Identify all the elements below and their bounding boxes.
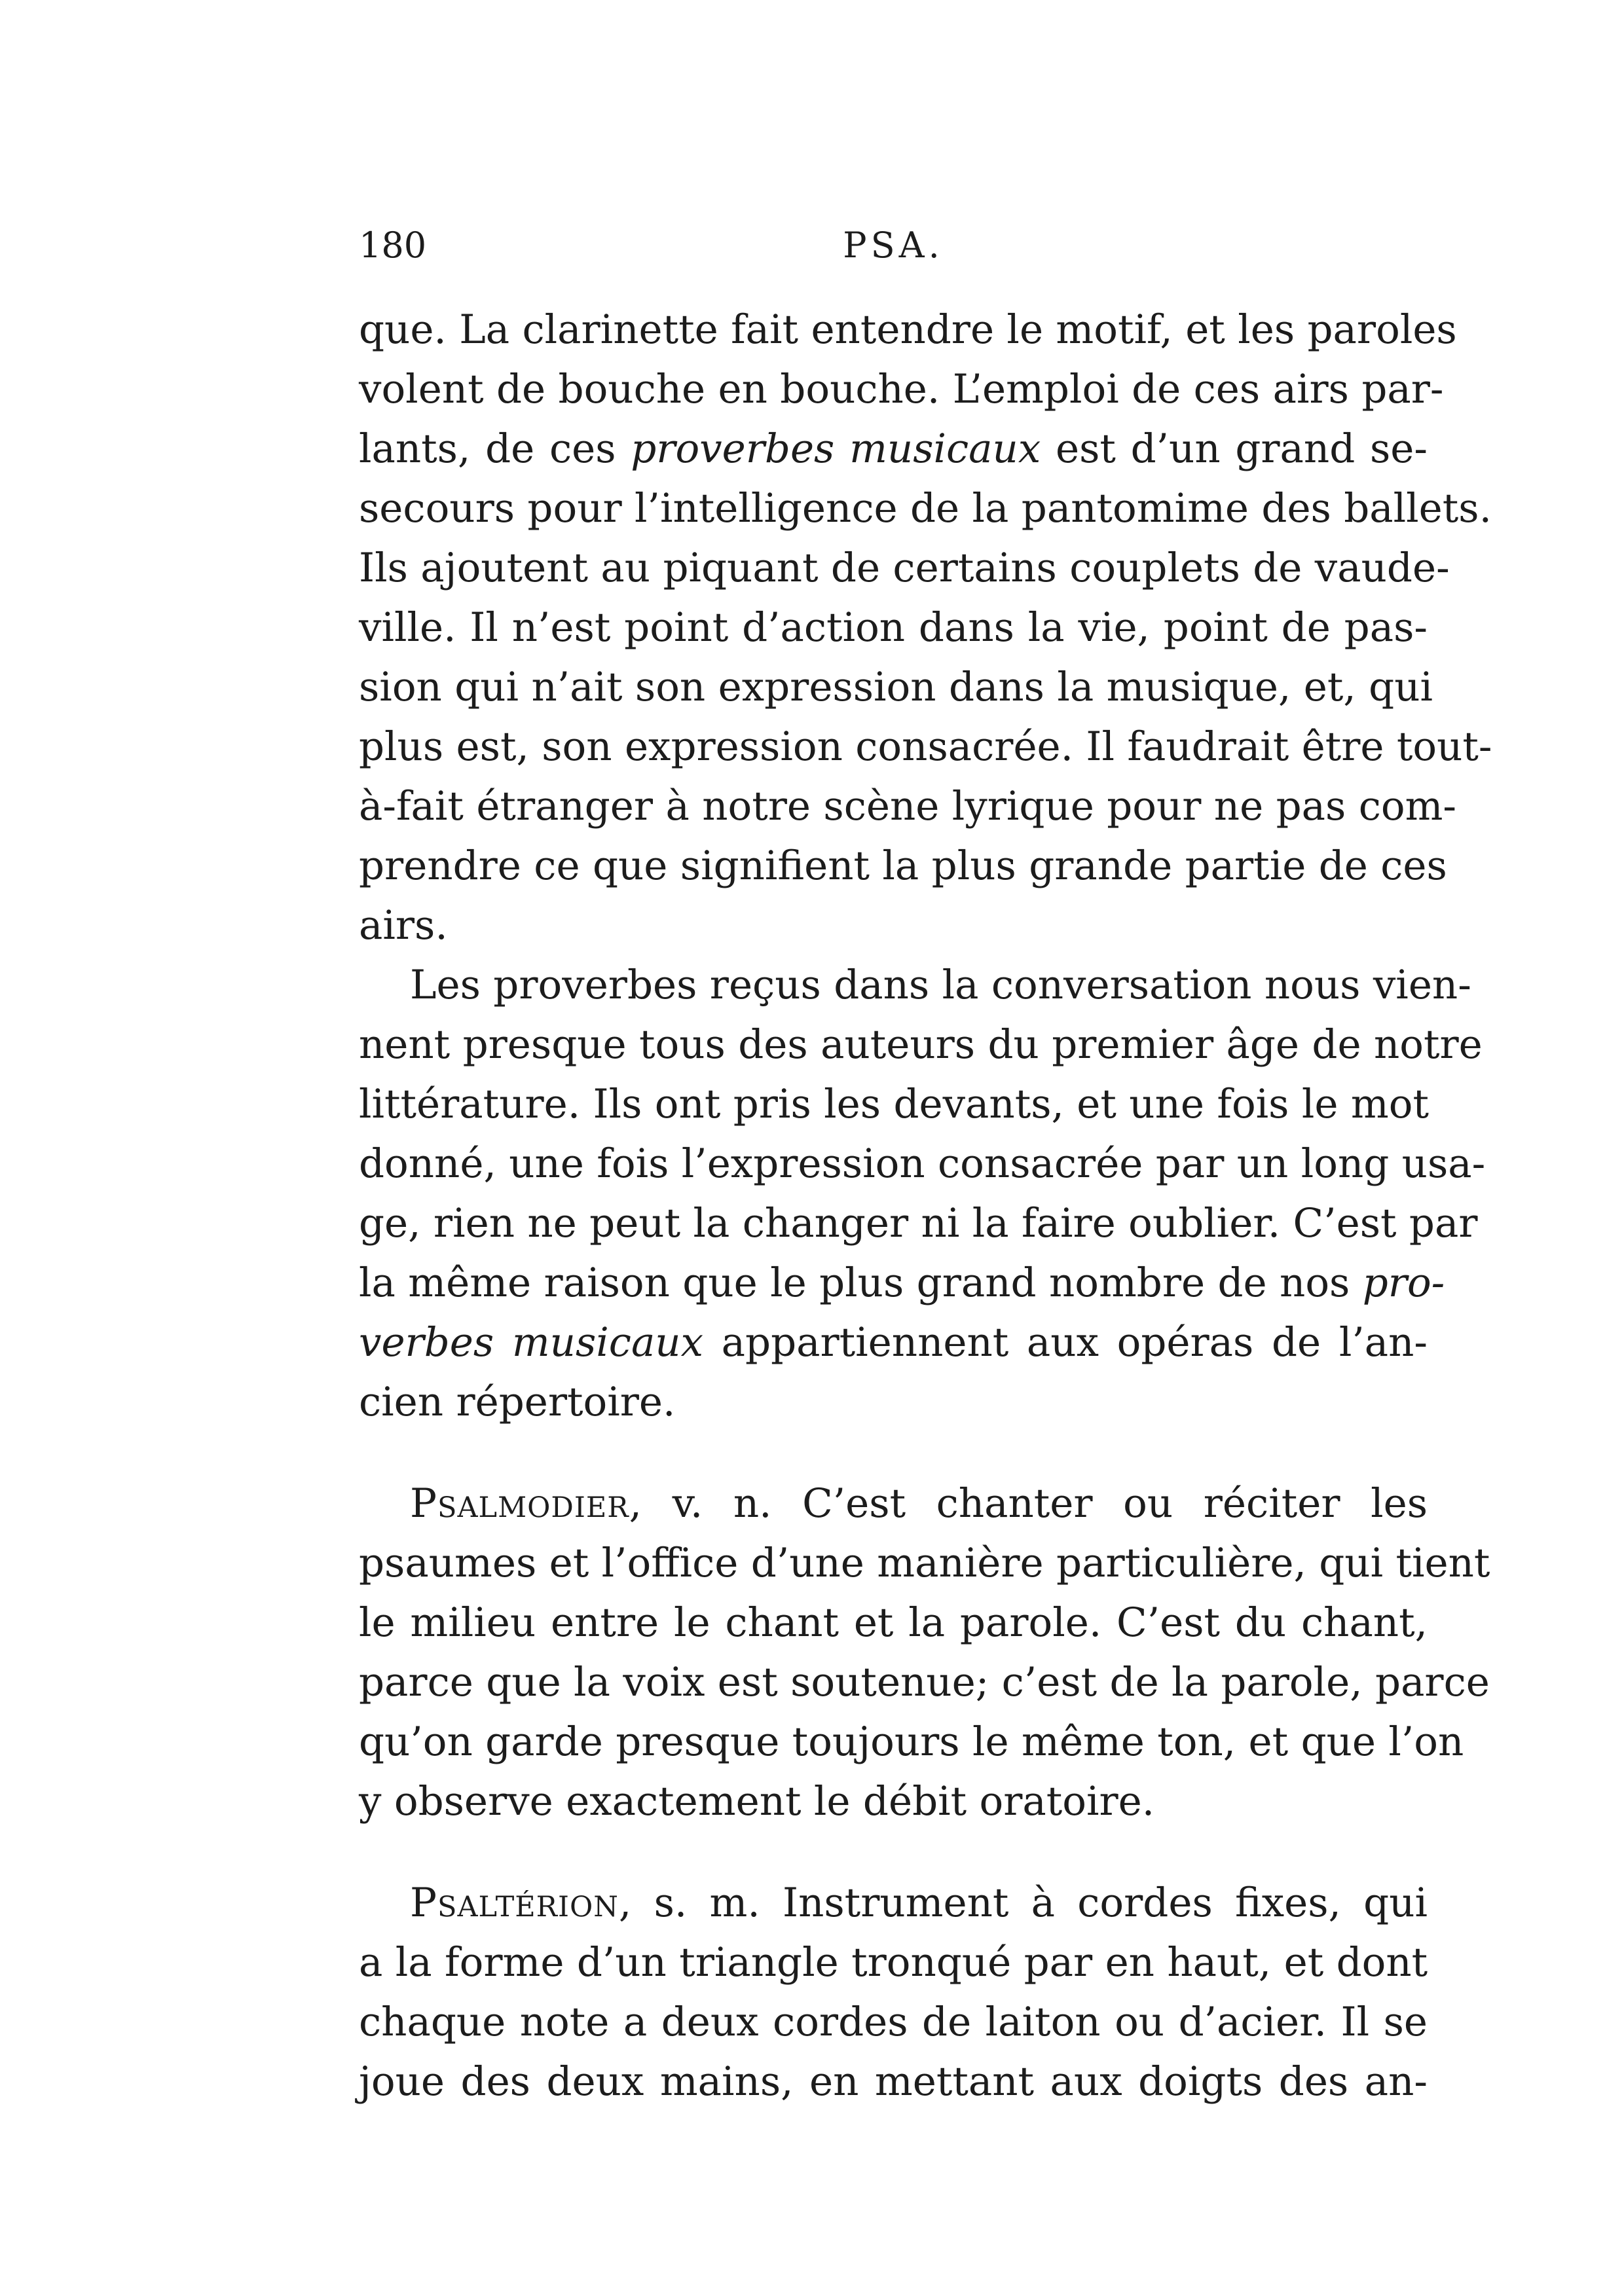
text-line: ville. Il n’est point d’action dans la vie, point de pas- xyxy=(359,604,1428,651)
text-line: prendre ce que signifient la plus grande partie de ces xyxy=(359,843,1447,889)
text-line: joue des deux mains, en mettant aux doigts des an- xyxy=(359,2058,1428,2105)
text-run: est d’un grand se- xyxy=(1041,426,1428,472)
italic-term: proverbes musicaux xyxy=(631,426,1041,472)
entry-psalmodier xyxy=(359,1474,1490,1831)
text-line: le milieu entre le chant et la parole. C’est du chant, xyxy=(359,1599,1428,1646)
text-line: cien répertoire. xyxy=(359,1379,676,1425)
text-run: la même raison que le plus grand nombre de nos xyxy=(359,1260,1363,1306)
page-number: 180 xyxy=(359,225,427,266)
text-line: que. La clarinette fait entendre le motif, et les paroles xyxy=(359,306,1457,353)
text-line: y observe exactement le débit oratoire. xyxy=(359,1778,1155,1825)
text-line: qu’on garde presque toujours le même ton, et que l’on xyxy=(359,1719,1464,1765)
text-line: sion qui n’ait son expression dans la musique, et, qui xyxy=(359,664,1433,710)
text-line: psaumes et l’office d’une manière particulière, qui tient xyxy=(359,1540,1490,1586)
text-line xyxy=(359,1313,1428,1372)
text-line: parce que la voix est soutenue; c’est de la parole, parce xyxy=(359,1659,1490,1705)
text-line: secours pour l’intelligence de la pantomime des ballets. xyxy=(359,485,1492,532)
text-line: chaque note a deux cordes de laiton ou d’acier. Il se xyxy=(359,1999,1428,2045)
text-line xyxy=(359,1873,1428,1933)
text-run: , s. m. Instrument à cordes fixes, qui xyxy=(618,1880,1428,1926)
entry-spacer xyxy=(359,1432,1428,1474)
entry-spacer xyxy=(359,1831,1428,1873)
text-line: airs. xyxy=(359,902,448,949)
italic-term: verbes musicaux xyxy=(359,1319,703,1366)
text-line xyxy=(359,1253,1445,1313)
text-line: ge, rien ne peut la changer ni la faire oublier. C’est par xyxy=(359,1200,1478,1247)
text-line xyxy=(359,1474,1428,1533)
text-run: , v. n. C’est chanter ou réciter les xyxy=(629,1480,1428,1527)
text-line: a la forme d’un triangle tronqué par en haut, et dont xyxy=(359,1939,1428,1986)
running-head: PSA. xyxy=(843,225,944,266)
text-line: volent de bouche en bouche. L’emploi de ces airs par- xyxy=(359,366,1444,412)
text-line xyxy=(359,419,1428,479)
text-line: nent presque tous des auteurs du premier âge de notre xyxy=(359,1021,1483,1068)
entry-headword: Psalmodier xyxy=(410,1480,629,1527)
page-header xyxy=(359,216,1428,275)
continuation-paragraph xyxy=(359,300,1492,955)
proverbs-paragraph xyxy=(359,955,1486,1432)
entry-psalterion xyxy=(359,1873,1428,2111)
text-line: littérature. Ils ont pris les devants, et une fois le mot xyxy=(359,1081,1429,1127)
text-line: plus est, son expression consacrée. Il faudrait être tout- xyxy=(359,723,1492,770)
body-text xyxy=(359,300,1492,2111)
text-line: à-fait étranger à notre scène lyrique pour ne pas com- xyxy=(359,783,1457,829)
text-line: Ils ajoutent au piquant de certains couplets de vaude- xyxy=(359,545,1450,591)
italic-term: pro- xyxy=(1362,1260,1445,1306)
text-run: lants, de ces xyxy=(359,426,631,472)
entry-headword: Psaltérion xyxy=(410,1880,619,1926)
text-line: donné, une fois l’expression consacrée par un long usa- xyxy=(359,1140,1486,1187)
text-run: appartiennent aux opéras de l’an- xyxy=(703,1319,1428,1366)
text-line: Les proverbes reçus dans la conversation nous vien- xyxy=(410,962,1471,1008)
